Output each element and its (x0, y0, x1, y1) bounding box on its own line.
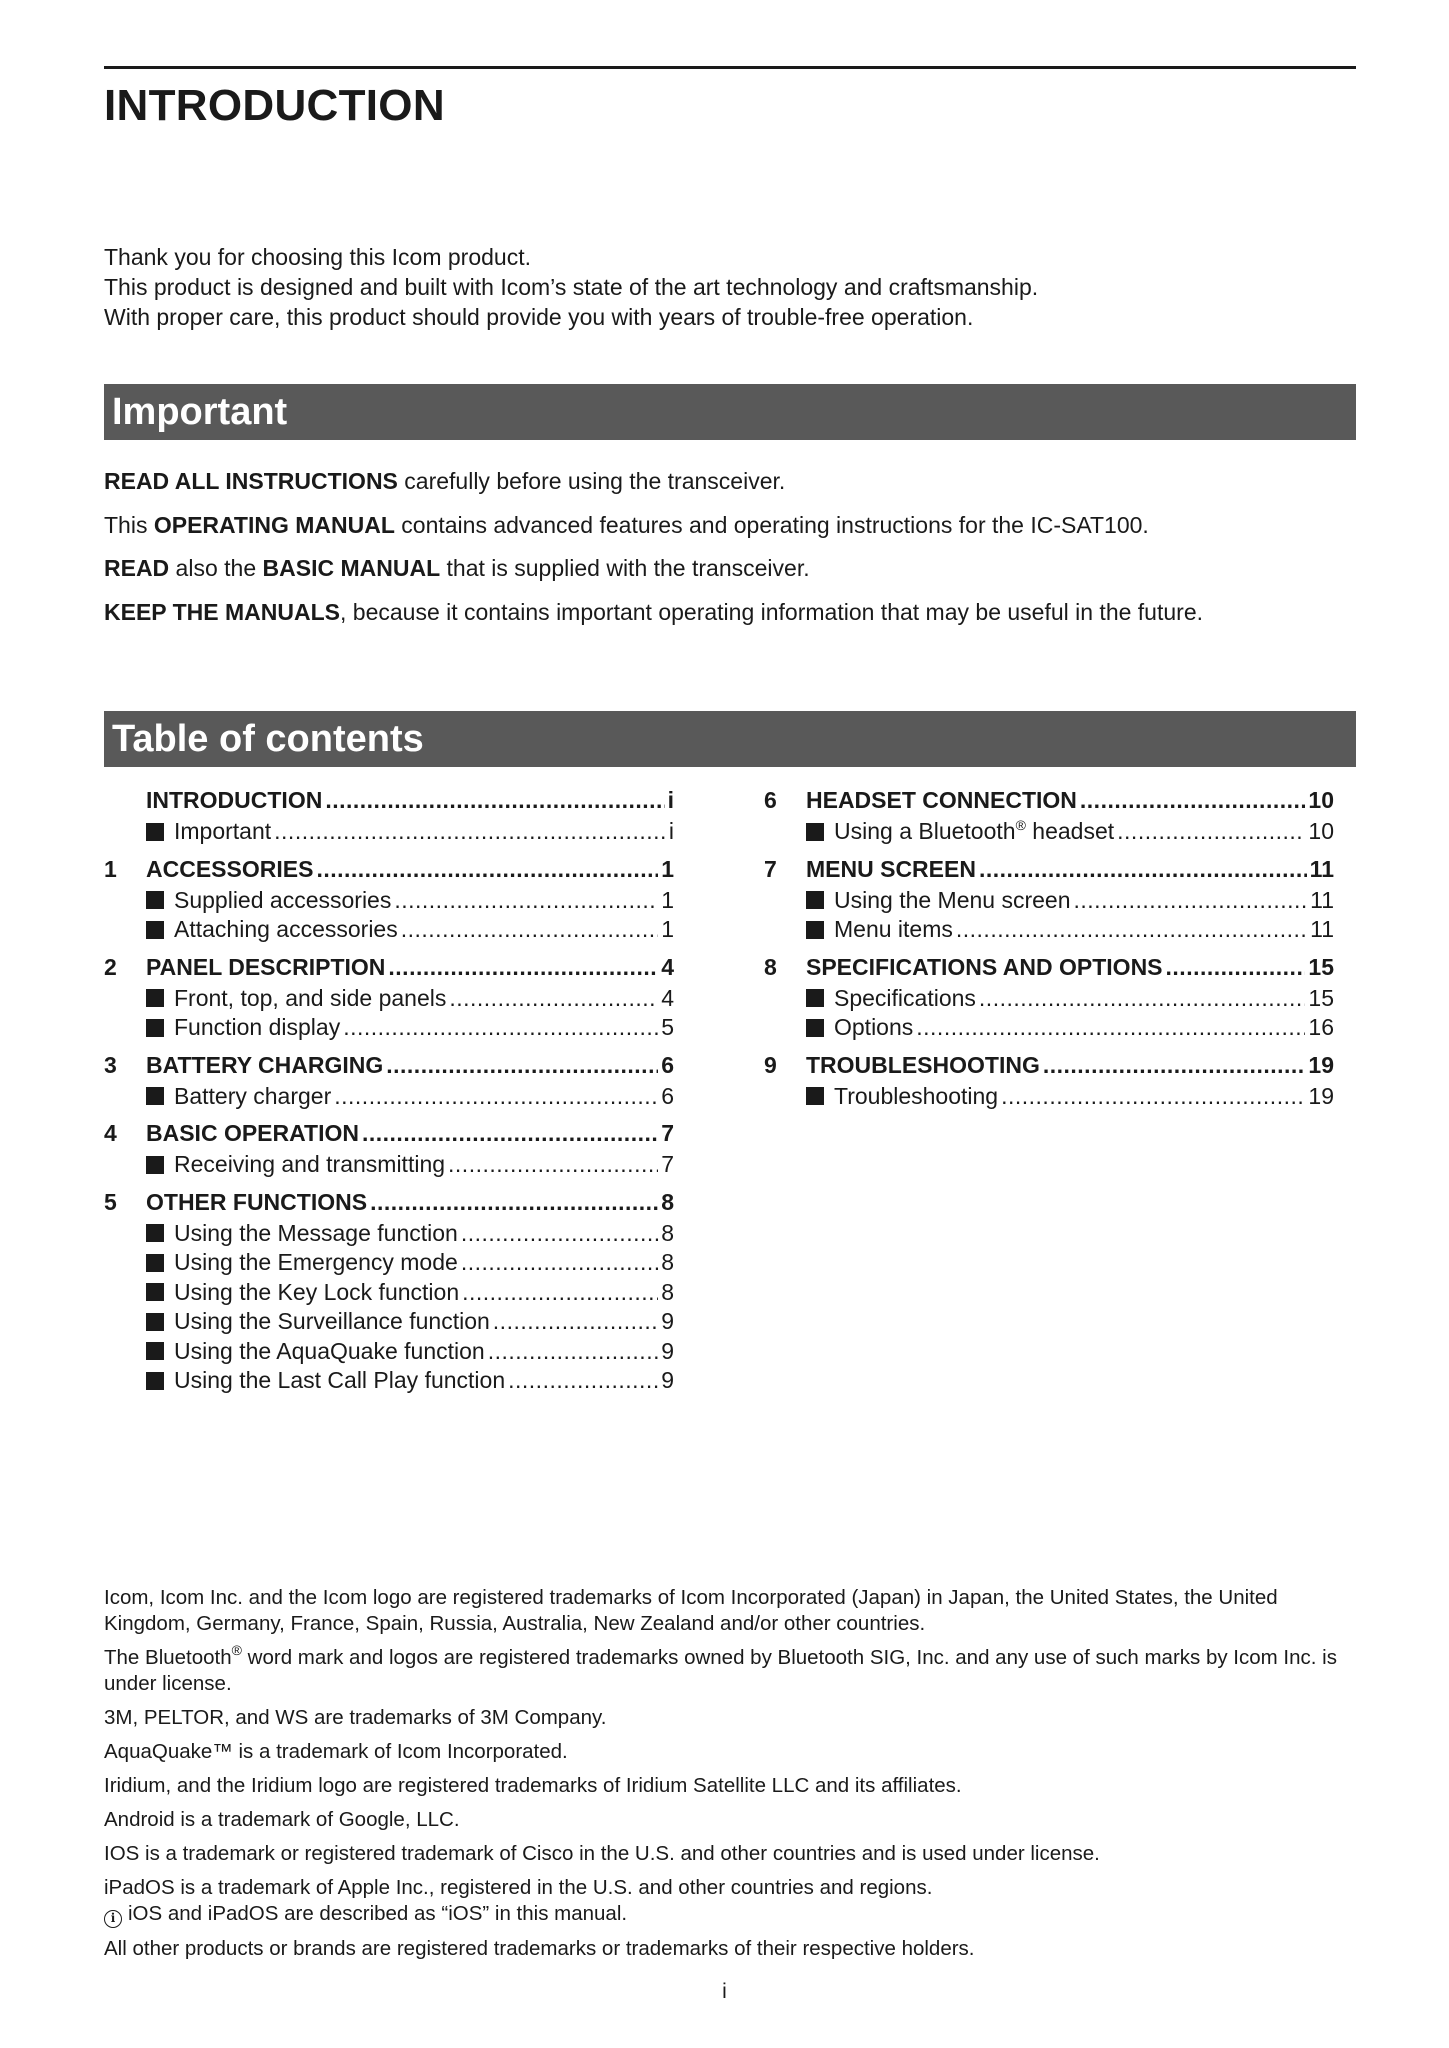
trademark-icom: Icom, Icom Inc. and the Icom logo are registered trademarks of Icom Incorporated (Japan) in Japan, the United States, the United Kingdom, Germany, France, Spain, Russia, Australia, New Zealand and/or other countries. (104, 1586, 1278, 1635)
toc-chapter-entry[interactable] (104, 951, 674, 984)
chapter-title: SPECIFICATIONS AND OPTIONS (806, 953, 1163, 980)
toc-item-page: 8 (661, 1278, 674, 1305)
toc-item-page: 1 (661, 916, 674, 942)
toc-item[interactable] (764, 817, 1334, 847)
chapter-title: OTHER FUNCTIONS (146, 1188, 368, 1215)
toc-item-text: Using the Surveillance function (174, 1308, 490, 1334)
toc-item[interactable] (104, 817, 674, 847)
chapter-page: 4 (661, 953, 674, 980)
trademark-bluetooth: The Bluetooth® word mark and logos are registered trademarks owned by Bluetooth SIG, Inc. and any use of such marks by Icom Inc. is under license. (104, 1642, 1337, 1695)
black-square-icon (146, 1372, 164, 1390)
toc-item[interactable] (764, 915, 1334, 945)
trademark-ipados: iPadOS is a trademark of Apple Inc., registered in the U.S. and other countries and regions. (104, 1876, 933, 1899)
trademark-aquaquake: AquaQuake™ is a trademark of Icom Incorporated. (104, 1740, 568, 1763)
chapter-title: MENU SCREEN (806, 855, 976, 882)
chapter-title: TROUBLESHOOTING (806, 1051, 1040, 1078)
toc-item-page: 9 (661, 1337, 674, 1364)
dot-leader (1074, 886, 1308, 916)
chapter-number: 6 (764, 787, 777, 813)
toc-item[interactable] (104, 1013, 674, 1043)
toc-item-label (174, 817, 271, 847)
chapter-page: 6 (661, 1051, 674, 1078)
dot-leader (334, 1082, 658, 1112)
dot-leader (401, 915, 658, 945)
toc-item-text-after: headset (1025, 818, 1115, 844)
toc-item-text: Troubleshooting (834, 1082, 999, 1109)
toc-item-page: 19 (1308, 1082, 1334, 1109)
black-square-icon (806, 1087, 824, 1105)
toc-item[interactable] (764, 1082, 1334, 1112)
important-line: KEEP THE MANUALS, because it contains important operating information that may be useful in the future. (104, 598, 1203, 625)
toc-item-label (174, 1337, 485, 1367)
dot-leader (916, 1013, 1305, 1043)
toc-item-page: 11 (1310, 886, 1334, 913)
toc-item-label (174, 1278, 459, 1308)
dot-leader (508, 1366, 658, 1396)
black-square-icon (806, 891, 824, 909)
chapter-title: BATTERY CHARGING (146, 1051, 384, 1078)
intro-line: This product is designed and built with Icom’s state of the art technology and craftsmanship. (104, 274, 1039, 300)
important-line: READ also the BASIC MANUAL that is supplied with the transceiver. (104, 555, 810, 581)
dot-leader (1080, 784, 1306, 817)
registered-mark: ® (1015, 817, 1026, 833)
toc-item-text: Using a Bluetooth (834, 818, 1016, 844)
toc-chapter (104, 784, 674, 847)
toc-item-label (174, 984, 446, 1014)
dot-leader (343, 1013, 658, 1043)
toc-item-label (174, 1366, 505, 1396)
toc-item[interactable] (104, 1248, 674, 1278)
black-square-icon (146, 1254, 164, 1272)
chapter-title: PANEL DESCRIPTION (146, 953, 386, 980)
toc-item-label (834, 915, 953, 945)
dot-leader (362, 1117, 658, 1150)
trademark-others: All other products or brands are registered trademarks or trademarks of their respective holders. (104, 1937, 975, 1960)
toc-item-text: Battery charger (174, 1082, 332, 1109)
dot-leader (316, 853, 658, 886)
toc-item[interactable] (104, 1278, 674, 1308)
black-square-icon (146, 1019, 164, 1037)
toc-item-label (834, 1013, 913, 1043)
toc-item-label (174, 1082, 331, 1112)
toc-item[interactable] (104, 1082, 674, 1112)
toc-item-page: 16 (1308, 1014, 1334, 1040)
toc-item-label (174, 1248, 458, 1278)
toc-item[interactable] (104, 1219, 674, 1249)
toc-item-label (174, 915, 398, 945)
black-square-icon (146, 1224, 164, 1242)
dot-leader (449, 984, 658, 1014)
chapter-title: HEADSET CONNECTION (806, 787, 1077, 813)
toc-item-page: 8 (661, 1219, 674, 1246)
toc-item[interactable] (104, 984, 674, 1014)
dot-leader (388, 951, 658, 984)
toc-chapter-entry[interactable] (104, 1049, 674, 1082)
toc-item-page: 10 (1308, 818, 1334, 844)
chapter-number: 9 (764, 1051, 777, 1078)
chapter-page: 15 (1308, 953, 1334, 980)
toc-item-page: 9 (661, 1367, 674, 1393)
black-square-icon (806, 1019, 824, 1037)
black-square-icon (806, 989, 824, 1007)
black-square-icon (146, 989, 164, 1007)
toc-item-text: Front, top, and side panels (174, 984, 447, 1011)
black-square-icon (146, 1313, 164, 1331)
chapter-page: 7 (661, 1120, 674, 1146)
toc-chapter-entry[interactable] (764, 784, 1334, 817)
intro-line: With proper care, this product should provide you with years of trouble-free operation. (104, 304, 974, 330)
toc-item-page: i (668, 818, 674, 844)
dot-leader (461, 1248, 658, 1278)
toc-item-text: Using the AquaQuake function (174, 1337, 485, 1364)
toc-item-text: Using the Message function (174, 1219, 458, 1246)
toc-item[interactable] (764, 1013, 1334, 1043)
important-line: This OPERATING MANUAL contains advanced features and operating instructions for the IC-SAT100. (104, 511, 1149, 538)
toc-item-page: 8 (661, 1249, 674, 1275)
toc-item-text: Important (174, 818, 272, 844)
toc-item-label (174, 886, 391, 916)
toc-item[interactable] (104, 1150, 674, 1180)
chapter-page: 1 (661, 855, 674, 882)
toc-item-text: Using the Key Lock function (174, 1278, 460, 1305)
toc-item-label (834, 984, 976, 1014)
chapter-title: ACCESSORIES (146, 855, 314, 882)
dot-leader (448, 1150, 658, 1180)
toc-item-page: 15 (1308, 984, 1334, 1011)
chapter-page: 19 (1308, 1051, 1334, 1078)
dot-leader (493, 1307, 658, 1337)
toc-item-label (834, 817, 1114, 847)
trademark-iridium: Iridium, and the Iridium logo are registered trademarks of Iridium Satellite LLC and its affiliates. (104, 1774, 962, 1797)
dot-leader (394, 886, 658, 916)
toc-left-column (104, 784, 674, 1402)
trademark-notices (104, 1585, 1364, 1970)
toc-chapter-entry[interactable] (104, 1117, 674, 1150)
dot-leader (1043, 1049, 1306, 1082)
toc-item-page: 4 (661, 984, 674, 1011)
black-square-icon (806, 921, 824, 939)
toc-chapter (104, 1049, 674, 1112)
toc-item-text: Receiving and transmitting (174, 1151, 446, 1177)
chapter-number: 8 (764, 953, 777, 980)
toc-chapter (764, 853, 1334, 945)
toc-item-label (834, 1082, 998, 1112)
toc-item-page: 5 (661, 1014, 674, 1040)
important-line: READ ALL INSTRUCTIONS carefully before using the transceiver. (104, 468, 786, 494)
toc-chapter (104, 951, 674, 1043)
info-circle-icon: i (104, 1910, 122, 1928)
toc-chapter (764, 951, 1334, 1043)
toc-right-column (764, 784, 1334, 1117)
dot-leader (462, 1278, 658, 1308)
chapter-number: 4 (104, 1120, 117, 1146)
toc-item-label (174, 1013, 340, 1043)
chapter-title: INTRODUCTION (146, 787, 323, 813)
important-heading: Important (104, 384, 1356, 440)
toc-item-label (174, 1307, 490, 1337)
toc-item[interactable] (764, 984, 1334, 1014)
toc-item-text: Function display (174, 1014, 341, 1040)
toc-item-label (834, 886, 1071, 916)
toc-chapter-entry[interactable] (104, 1186, 674, 1219)
black-square-icon (146, 1087, 164, 1105)
dot-leader (979, 984, 1305, 1014)
toc-item-text: Menu items (834, 916, 953, 942)
chapter-title: BASIC OPERATION (146, 1120, 359, 1146)
chapter-page: 8 (661, 1188, 674, 1215)
toc-chapter (764, 784, 1334, 847)
toc-item[interactable] (104, 1307, 674, 1337)
toc-chapter (104, 1117, 674, 1180)
important-notes (104, 466, 1203, 640)
toc-chapter-entry[interactable] (104, 853, 674, 886)
dot-leader (1117, 817, 1305, 847)
dot-leader (1001, 1082, 1305, 1112)
toc-item-page: 9 (661, 1308, 674, 1334)
toc-item-text: Specifications (834, 984, 976, 1011)
top-rule (104, 66, 1356, 69)
dot-leader (461, 1219, 658, 1249)
toc-item-page: 6 (661, 1082, 674, 1109)
black-square-icon (806, 823, 824, 841)
dot-leader (956, 915, 1307, 945)
toc-chapter (764, 1049, 1334, 1112)
ios-note: i iOS and iPadOS are described as “iOS” in this manual. (104, 1901, 1364, 1928)
toc-item-page: 1 (661, 886, 674, 913)
toc-chapter-entry[interactable] (104, 784, 674, 817)
toc-item[interactable] (104, 915, 674, 945)
black-square-icon (146, 823, 164, 841)
toc-item-page: 11 (1310, 916, 1334, 942)
trademark-android: Android is a trademark of Google, LLC. (104, 1808, 460, 1831)
toc-chapter-entry[interactable] (764, 853, 1334, 886)
toc-item-page: 7 (661, 1151, 674, 1177)
toc-item-text: Using the Emergency mode (174, 1249, 458, 1275)
chapter-number: 2 (104, 953, 117, 980)
toc-item-label (174, 1150, 445, 1180)
toc-chapter (104, 1186, 674, 1396)
page-title: INTRODUCTION (104, 81, 445, 130)
chapter-number: 5 (104, 1188, 117, 1215)
toc-item-text: Supplied accessories (174, 886, 392, 913)
black-square-icon (146, 891, 164, 909)
toc-item-text: Using the Menu screen (834, 886, 1071, 913)
black-square-icon (146, 1156, 164, 1174)
chapter-page: i (667, 787, 674, 813)
toc-item-text: Attaching accessories (174, 916, 398, 942)
page-number: i (722, 1980, 727, 2003)
dot-leader (488, 1337, 658, 1367)
toc-item-text: Using the Last Call Play function (174, 1367, 506, 1393)
toc-chapter (104, 853, 674, 945)
dot-leader (1166, 951, 1306, 984)
toc-item-label (174, 1219, 458, 1249)
chapter-page: 11 (1309, 855, 1334, 882)
chapter-number: 1 (104, 855, 117, 882)
toc-heading: Table of contents (104, 711, 1356, 767)
chapter-number: 7 (764, 855, 777, 882)
toc-chapter-entry[interactable] (764, 951, 1334, 984)
dot-leader (325, 784, 664, 817)
dot-leader (370, 1186, 658, 1219)
chapter-number: 3 (104, 1051, 117, 1078)
toc-chapter-entry[interactable] (764, 1049, 1334, 1082)
chapter-page: 10 (1308, 787, 1334, 813)
toc-item[interactable] (104, 886, 674, 916)
black-square-icon (146, 1283, 164, 1301)
toc-item[interactable] (764, 886, 1334, 916)
toc-item[interactable] (104, 1337, 674, 1367)
dot-leader (979, 853, 1307, 886)
black-square-icon (146, 921, 164, 939)
intro-line: Thank you for choosing this Icom product. (104, 244, 531, 270)
intro-paragraph (104, 242, 1038, 332)
black-square-icon (146, 1342, 164, 1360)
trademark-ios: IOS is a trademark or registered trademark of Cisco in the U.S. and other countries and is used under license. (104, 1842, 1100, 1865)
dot-leader (274, 817, 666, 847)
toc-item[interactable] (104, 1366, 674, 1396)
toc-item-text: Options (834, 1014, 914, 1040)
dot-leader (386, 1049, 658, 1082)
trademark-3m: 3M, PELTOR, and WS are trademarks of 3M Company. (104, 1706, 607, 1729)
